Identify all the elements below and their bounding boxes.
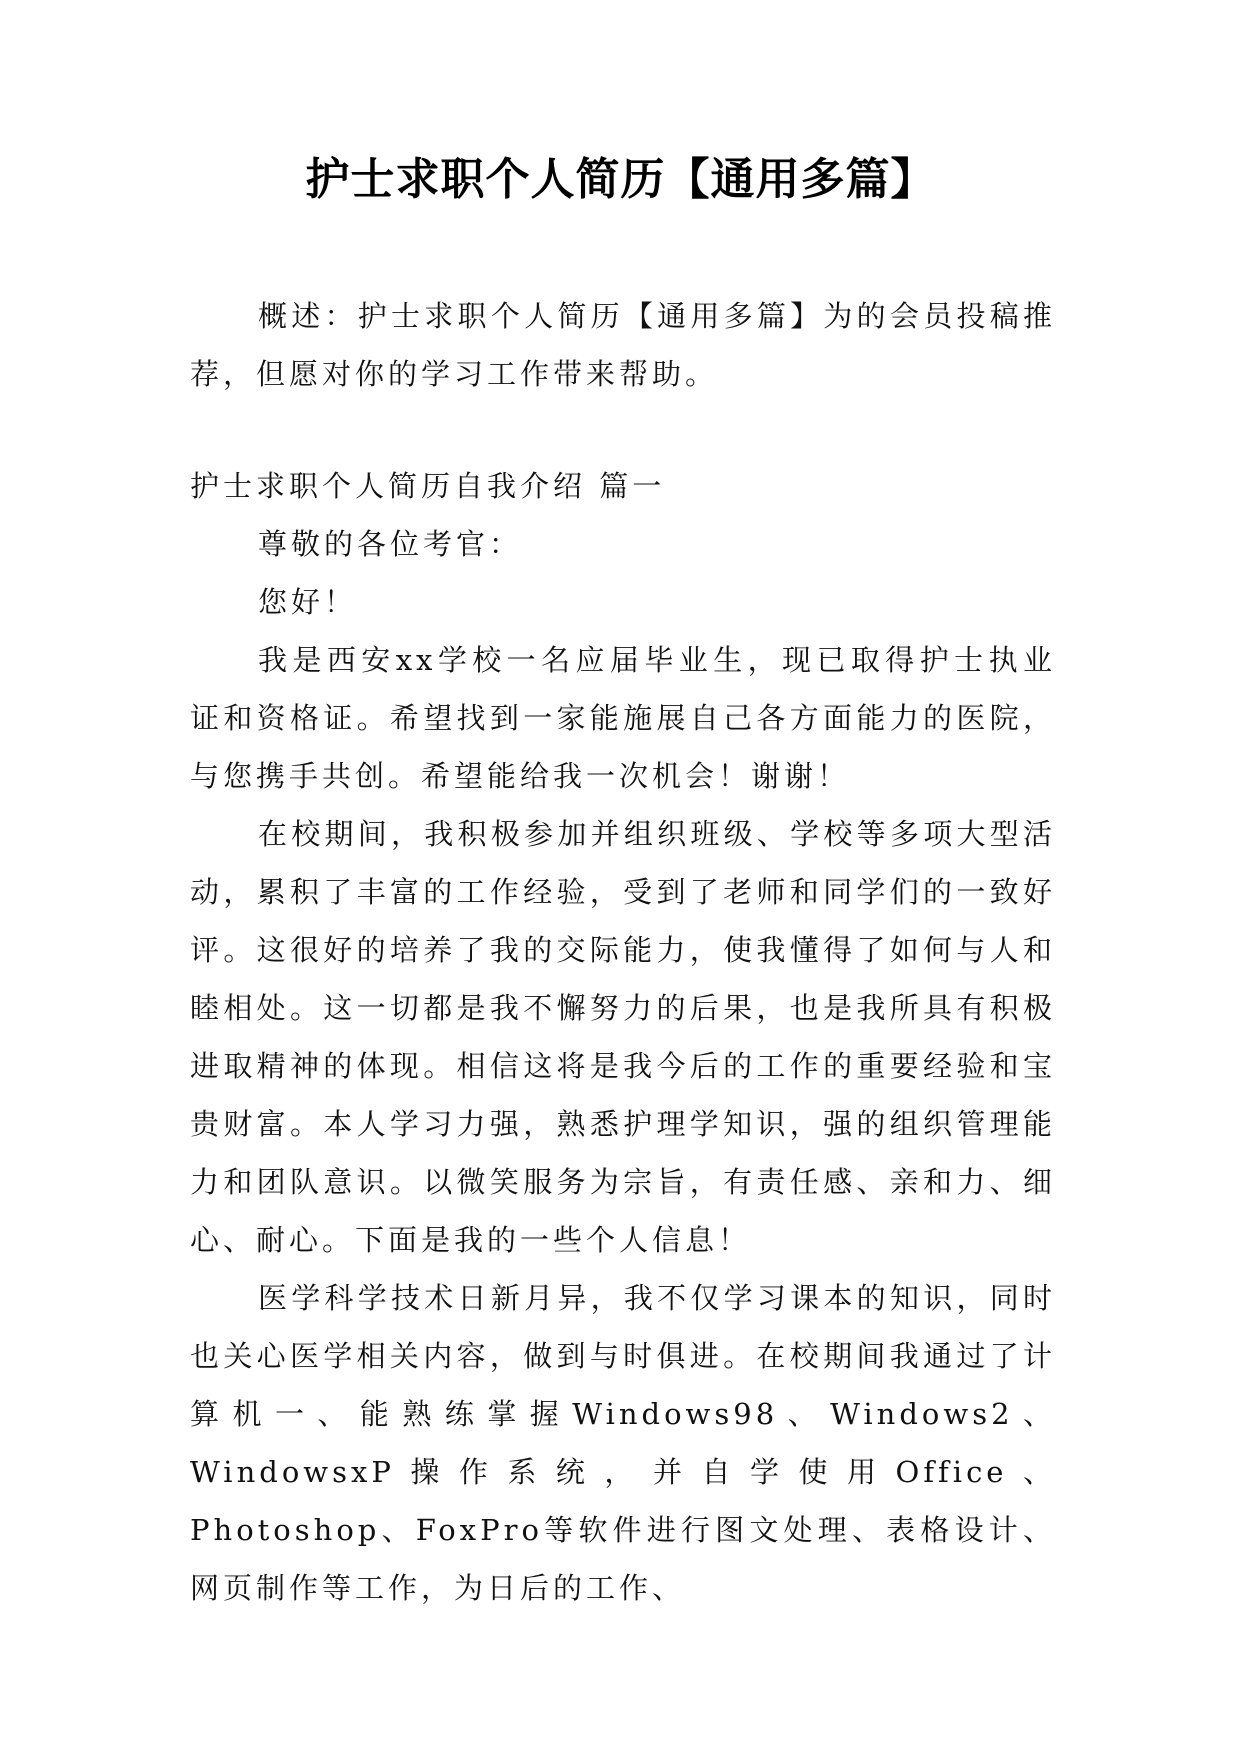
body-paragraph: 在校期间，我积极参加并组织班级、学校等多项大型活动，累积了丰富的工作经验，受到了老师和同学们的一致好评。这很好的培养了我的交际能力，使我懂得了如何与人和睦相处。这一切都是我不懈努力的后果，也是我所具有积极进取精神的体现。相信这将是我今后的工作的重要经验和宝贵财富。本人学习力强，熟悉护理学知识，强的组织管理能力和团队意识。以微笑服务为宗旨，有责任感、亲和力、细心、耐心。下面是我的一些个人信息！ [190,817,1056,1257]
salutation: 尊敬的各位考官： [258,527,523,561]
summary-paragraph: 概述：护士求职个人简历【通用多篇】为的会员投稿推荐，但愿对你的学习工作带来帮助。 [190,299,1056,391]
body-paragraph: 医学科学技术日新月异，我不仅学习课本的知识，同时也关心医学相关内容，做到与时俱进。在校期间我通过了计算机一、能熟练掌握Windows98、Windows2、WindowsxP操作系统，并自学使用Office、Photoshop、FoxPro等软件进行图文处理、表格设计、网页制作等工作，为日后的工作、 [190,1281,1056,1605]
section-heading: 护士求职个人简历自我介绍 篇一 [190,469,666,503]
greeting: 您好！ [258,585,358,619]
document-title: 护士求职个人简历【通用多篇】 [305,154,936,205]
body-content [190,515,1056,1617]
body-paragraph: 我是西安xx学校一名应届毕业生，现已取得护士执业证和资格证。希望找到一家能施展自己各方面能力的医院，与您携手共创。希望能给我一次机会！谢谢！ [190,643,1056,793]
